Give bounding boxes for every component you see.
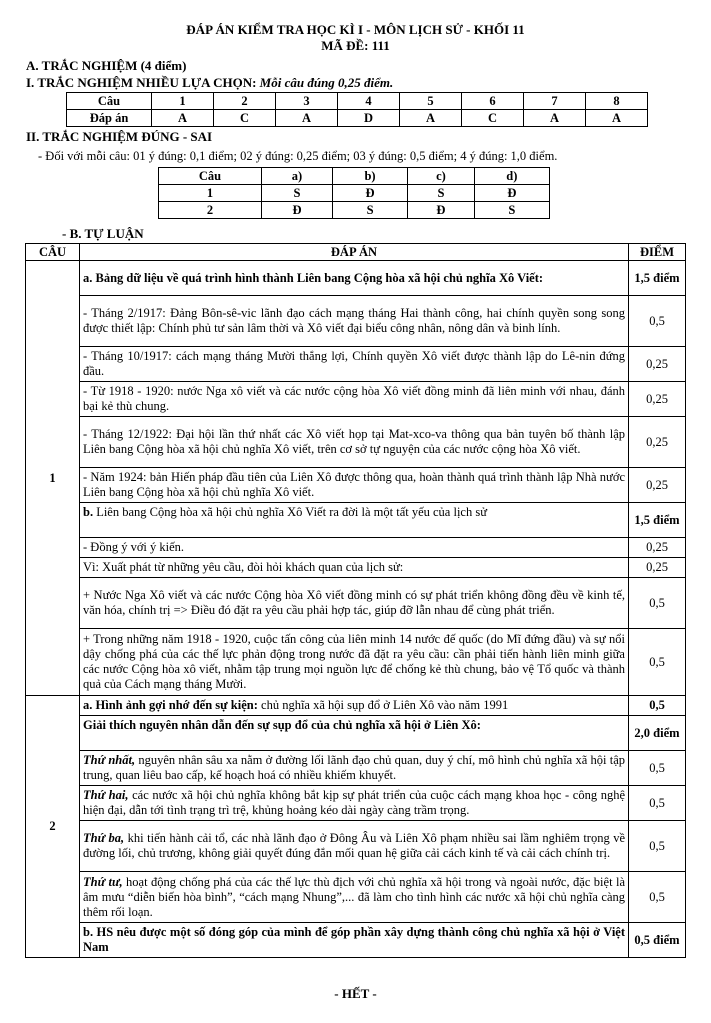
score-value: 0,25 xyxy=(629,558,686,578)
tf-header-row xyxy=(159,168,550,185)
mc-row-header: Đáp án xyxy=(67,110,152,127)
tf-answer: Đ xyxy=(262,202,333,219)
tf-answer: Đ xyxy=(474,185,549,202)
essay-answer-table xyxy=(25,243,686,958)
table-row xyxy=(26,872,686,923)
answer-text: + Nước Nga Xô viết và các nước Cộng hòa Xô viết đồng minh có sự phát triển không đồng đều về kinh tế, văn hóa, chính trị => Điều đó đặt ra yêu cầu phải hợp tác, giúp đỡ lẫn nhau để cùng phát triển. xyxy=(80,578,629,629)
score-value: 0,25 xyxy=(629,382,686,417)
col-header-question: CÂU xyxy=(26,244,80,261)
end-marker: - HẾT - xyxy=(334,986,377,1001)
mc-question-number: 1 xyxy=(152,93,214,110)
tf-answer: Đ xyxy=(332,185,407,202)
answer-text: - Từ 1918 - 1920: nước Nga xô viết và các nước cộng hòa Xô viết đồng minh đã liên minh với nhau, đánh bại kẻ thù chung. xyxy=(80,382,629,417)
score-value: 0,5 xyxy=(629,786,686,821)
answer-lead: Thứ tư, xyxy=(83,874,123,889)
score-value: 1,5 điểm xyxy=(629,503,686,538)
mc-answer-table xyxy=(66,92,648,127)
score-value: 0,25 xyxy=(629,538,686,558)
table-row xyxy=(26,382,686,417)
table-row xyxy=(26,538,686,558)
part2-heading: II. TRẮC NGHIỆM ĐÚNG - SAI xyxy=(26,129,213,144)
tf-question: 2 xyxy=(159,202,262,219)
tf-header: b) xyxy=(332,168,407,185)
table-row xyxy=(26,629,686,696)
tf-question: 1 xyxy=(159,185,262,202)
mc-answer: A xyxy=(524,110,586,127)
mc-answer: A xyxy=(400,110,462,127)
tf-header: a) xyxy=(262,168,333,185)
answer-lead: Giải thích nguyên nhân dẫn đến sự sụp đổ của chủ nghĩa xã hội ở Liên Xô: xyxy=(83,718,481,732)
table-row xyxy=(26,558,686,578)
score-value: 0,25 xyxy=(629,417,686,468)
answer-lead: a. Hình ảnh gợi nhớ đến sự kiện: xyxy=(83,698,258,712)
mc-answer: C xyxy=(214,110,276,127)
answer-text: - Tháng 10/1917: cách mạng tháng Mười thắng lợi, Chính quyền Xô viết được thành lập do Lê-nin đứng đầu. xyxy=(80,347,629,382)
mc-answer: C xyxy=(462,110,524,127)
table-row xyxy=(26,696,686,716)
answer-lead: Thứ hai, xyxy=(83,788,129,802)
answer-text: Thứ tư, hoạt động chống phá của các thế lực thù địch với chủ nghĩa xã hội trong và ngoài nước, đặc biệt là âm mưu “diễn biến hòa bình”, “cách mạng Nhung”,... đã làm cho tình hình các nước xã hội chủ nghĩa càng thêm rối loạn. xyxy=(80,872,629,923)
table-row xyxy=(26,296,686,347)
answer-text: Thứ ba, khi tiến hành cải tổ, các nhà lãnh đạo ở Đông Âu và Liên Xô phạm nhiều sai lầm nghiêm trọng về đường lối, chủ trương, không giải quyết đúng đắn mối quan hệ giữa cải cách kinh tế và cải cách chính trị. xyxy=(80,821,629,872)
tf-header: c) xyxy=(408,168,475,185)
score-value: 0,25 xyxy=(629,468,686,503)
section-b-heading: - B. TỰ LUẬN xyxy=(62,226,144,241)
table-row xyxy=(26,468,686,503)
mc-question-number: 4 xyxy=(338,93,400,110)
table-row xyxy=(26,347,686,382)
answer-text xyxy=(80,923,629,958)
tf-header: Câu xyxy=(159,168,262,185)
tf-header: d) xyxy=(474,168,549,185)
answer-text: - Năm 1924: bản Hiến pháp đầu tiên của Liên Xô được thông qua, hoàn thành quá trình thành lập Nhà nước Liên bang Cộng hòa xã hội chủ nghĩa Xô viết. xyxy=(80,468,629,503)
score-value: 0,5 xyxy=(629,578,686,629)
essay-header-row xyxy=(26,244,686,261)
exam-code: MÃ ĐỀ: 111 xyxy=(321,38,390,53)
tf-answer: S xyxy=(408,185,475,202)
mc-question-number: 2 xyxy=(214,93,276,110)
mc-answer: A xyxy=(152,110,214,127)
table-row xyxy=(26,751,686,786)
answer-lead: Thứ nhất, xyxy=(83,753,136,767)
tf-answer: S xyxy=(262,185,333,202)
table-row xyxy=(26,716,686,751)
document-title: ĐÁP ÁN KIỂM TRA HỌC KÌ I - MÔN LỊCH SỬ - KHỐI 11 xyxy=(186,22,525,37)
table-row xyxy=(26,417,686,468)
table-row xyxy=(26,786,686,821)
tf-answer: S xyxy=(332,202,407,219)
mc-row-header: Câu xyxy=(67,93,152,110)
part1-note: Mỗi câu đúng 0,25 điểm. xyxy=(259,75,394,90)
answer-prefix: b. xyxy=(83,505,94,519)
answer-text: a. Hình ảnh gợi nhớ đến sự kiện: chủ nghĩa xã hội sụp đổ ở Liên Xô vào năm 1991 xyxy=(80,696,629,716)
score-value: 1,5 điểm xyxy=(629,261,686,296)
answer-lead: b. HS nêu được một số đóng góp của mình để góp phần xây dựng thành công chủ nghĩa xã hội ở Việt Nam xyxy=(83,925,625,954)
mc-question-number: 7 xyxy=(524,93,586,110)
answer-text: b. Liên bang Cộng hòa xã hội chủ nghĩa Xô Viết ra đời là một tất yếu của lịch sử xyxy=(80,503,629,538)
tf-answer: Đ xyxy=(408,202,475,219)
mc-answer: D xyxy=(338,110,400,127)
mc-question-number: 6 xyxy=(462,93,524,110)
part2-scoring-note: - Đối với mỗi câu: 01 ý đúng: 0,1 điểm; 02 ý đúng: 0,25 điểm; 03 ý đúng: 0,5 điểm; 4 ý đúng: 1,0 điểm. xyxy=(38,149,558,163)
table-row xyxy=(26,821,686,872)
answer-text: - Tháng 12/1922: Đại hội lần thứ nhất các Xô viết họp tại Mat-xco-va thông qua bản tuyên bố thành lập Liên bang Cộng hòa xã hội chủ nghĩa Xô viết, trên cơ sở tự nguyện của các nước cộng hòa Xô viết. xyxy=(80,417,629,468)
answer-lead: Thứ ba, xyxy=(83,831,125,845)
tf-row xyxy=(159,202,550,219)
table-row xyxy=(26,503,686,538)
mc-question-row xyxy=(67,93,648,110)
table-row xyxy=(26,261,686,296)
mc-answer-row xyxy=(67,110,648,127)
score-value: 0,5 xyxy=(629,629,686,696)
answer-text: Thứ hai, các nước xã hội chủ nghĩa không bắt kịp sự phát triển của cuộc cách mạng khoa học - công nghệ hiện đại, dẫn tới tình trạng trì trệ, khủng hoảng kéo dài ngày càng trầm trọng. xyxy=(80,786,629,821)
answer-text: - Tháng 2/1917: Đảng Bôn-sê-vic lãnh đạo cách mạng tháng Hai thành công, hai chính quyền song song được thiết lập: Chính phủ tư sản lâm thời và Xô viết đại biểu công nhân, nông dân và binh lính. xyxy=(80,296,629,347)
answer-text: Vì: Xuất phát từ những yêu cầu, đòi hỏi khách quan của lịch sử: xyxy=(80,558,629,578)
answer-text xyxy=(80,716,629,751)
mc-answer: A xyxy=(586,110,648,127)
score-value: 0,5 xyxy=(629,696,686,716)
table-row xyxy=(26,923,686,958)
tf-row xyxy=(159,185,550,202)
col-header-score: ĐIỂM xyxy=(629,244,686,261)
score-value: 0,5 xyxy=(629,751,686,786)
tf-answer: S xyxy=(474,202,549,219)
mc-question-number: 5 xyxy=(400,93,462,110)
answer-text: a. Bảng dữ liệu về quá trình hình thành Liên bang Cộng hòa xã hội chủ nghĩa Xô Viết: xyxy=(80,261,629,296)
score-value: 0,25 xyxy=(629,347,686,382)
question-number: 2 xyxy=(26,696,80,958)
answer-text: Thứ nhất, nguyên nhân sâu xa nằm ở đường lối lãnh đạo chủ quan, duy ý chí, mô hình chủ nghĩa xã hội tập trung, quan liêu bao cấp, kế hoạch hoá có nhiều khiếm khuyết. xyxy=(80,751,629,786)
answer-text: + Trong những năm 1918 - 1920, cuộc tấn công của liên minh 14 nước đế quốc (do Mĩ đứng đầu) và sự nổi dậy chống phá của các thế lực phản động trong nước đã đặt ra yêu cầu: cần phải tiến hành liên minh giữa các nước Cộng hòa xô viết, nhằm tập trung mọi nguồn lực để chống kẻ thù chung, bảo vệ Tổ quốc và thành quả của Cách mạng tháng Mười. xyxy=(80,629,629,696)
section-a-heading: A. TRẮC NGHIỆM (4 điểm) xyxy=(26,58,187,73)
mc-question-number: 3 xyxy=(276,93,338,110)
question-number: 1 xyxy=(26,261,80,696)
mc-question-number: 8 xyxy=(586,93,648,110)
score-value: 0,5 xyxy=(629,821,686,872)
col-header-answer: ĐÁP ÁN xyxy=(80,244,629,261)
score-value: 2,0 điểm xyxy=(629,716,686,751)
score-value: 0,5 xyxy=(629,872,686,923)
part1-heading: I. TRẮC NGHIỆM NHIỀU LỰA CHỌN: Mỗi câu đúng 0,25 điểm. xyxy=(26,75,394,90)
table-row xyxy=(26,578,686,629)
tf-answer-table xyxy=(158,167,550,219)
answer-text: - Đồng ý với ý kiến. xyxy=(80,538,629,558)
mc-answer: A xyxy=(276,110,338,127)
score-value: 0,5 xyxy=(629,296,686,347)
score-value: 0,5 điểm xyxy=(629,923,686,958)
